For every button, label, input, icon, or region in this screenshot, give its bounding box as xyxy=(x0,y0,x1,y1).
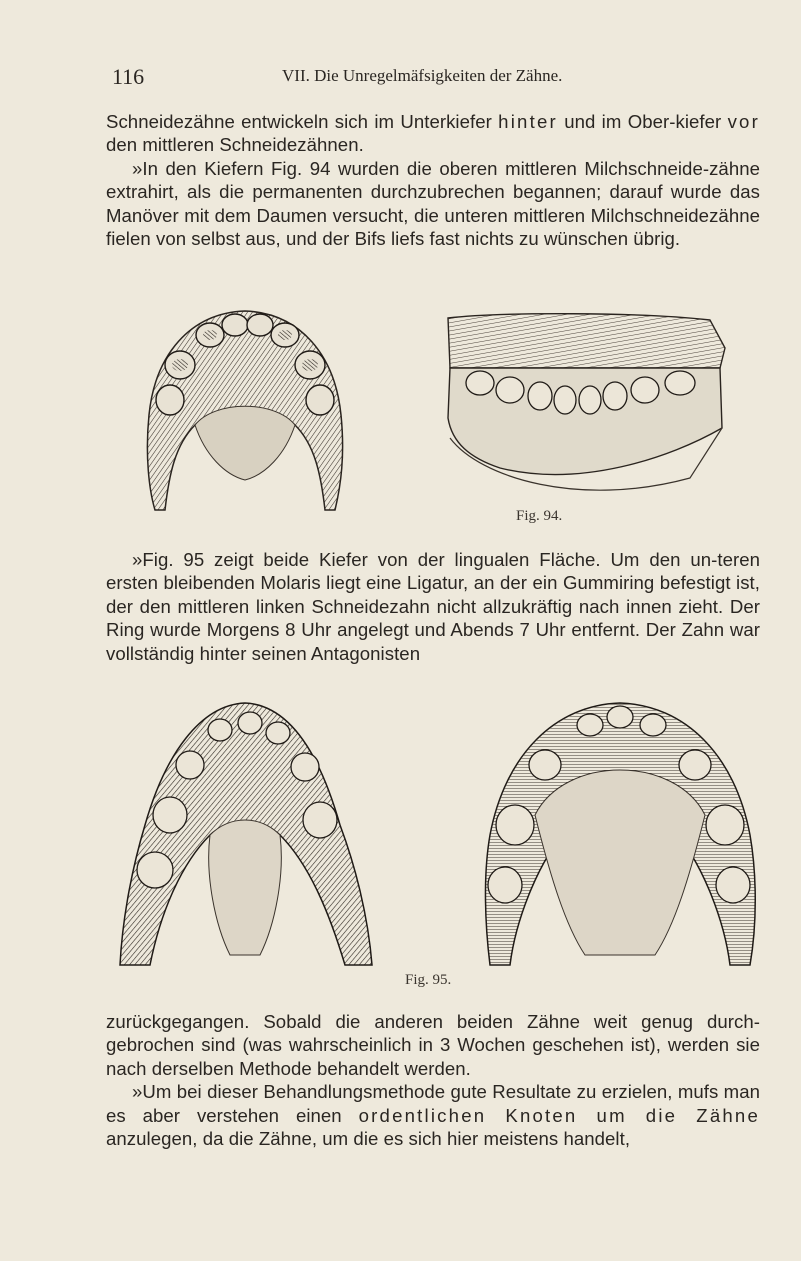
figure-94-caption: Fig. 94. xyxy=(516,508,563,524)
page-number: 116 xyxy=(112,64,145,89)
running-title: VII. Die Unregelmäfsigkeiten der Zähne. xyxy=(282,66,563,85)
text-run: anzulegen, da die Zähne, um die es sich hier meistens handelt, xyxy=(106,1128,631,1150)
paragraph xyxy=(106,1080,760,1150)
paragraph: »In den Kiefern Fig. 94 wurden die oberen mittleren Milchschneide-zähne extrahirt, als die permanenten durchzubrechen begannen; darauf wurde das Manöver mit dem Daumen versucht, die unteren mittleren Milchschneidezähne fielen von selbst aus, und der Bifs liefs fast nichts zu wünschen übrig. xyxy=(106,157,760,250)
text-run: und im Ober-kiefer xyxy=(557,111,728,132)
spaced-emphasis: hinter xyxy=(498,111,558,132)
spaced-emphasis: ordentlichen Knoten um die Zähne xyxy=(358,1104,760,1126)
paragraph: zurückgegangen. Sobald die anderen beiden Zähne weit genug durch-gebrochen sind (was wahrscheinlich in 3 Wochen geschehen ist), werden sie nach derselben Methode behandelt werden. xyxy=(106,1011,760,1079)
figure-95-lower-jaw xyxy=(110,695,380,975)
figure-94-jaw-model-side xyxy=(440,308,730,508)
text-run: Schneidezähne entwickeln sich im Unterkiefer xyxy=(106,111,499,132)
page-header xyxy=(112,64,752,92)
paragraph xyxy=(106,110,760,157)
figure-95-caption: Fig. 95. xyxy=(405,972,452,988)
text-run: »Um bei dieser Behandlungsmethode gute Resultate zu erzielen, mufs man es aber verstehen einen xyxy=(106,1081,760,1126)
text-block-bottom xyxy=(106,1010,760,1150)
text-block-top xyxy=(106,110,760,250)
figure-95-upper-jaw xyxy=(475,695,765,970)
text-block-middle xyxy=(106,548,760,665)
spaced-emphasis: vor xyxy=(727,111,760,132)
text-run: den mittleren Schneidezähnen. xyxy=(106,134,364,156)
figure-94-upper-jaw xyxy=(135,305,355,515)
paragraph: »Fig. 95 zeigt beide Kiefer von der lingualen Fläche. Um den un-teren ersten bleibenden Molaris liegt eine Ligatur, an der ein Gummiring befestigt ist, der den mittleren linken Schneidezahn nicht allzukräftig nach innen zieht. Der Ring wurde Morgens 8 Uhr angelegt und Abends 7 Uhr entfernt. Der Zahn war vollständig hinter seinen Antagonisten xyxy=(106,549,760,664)
